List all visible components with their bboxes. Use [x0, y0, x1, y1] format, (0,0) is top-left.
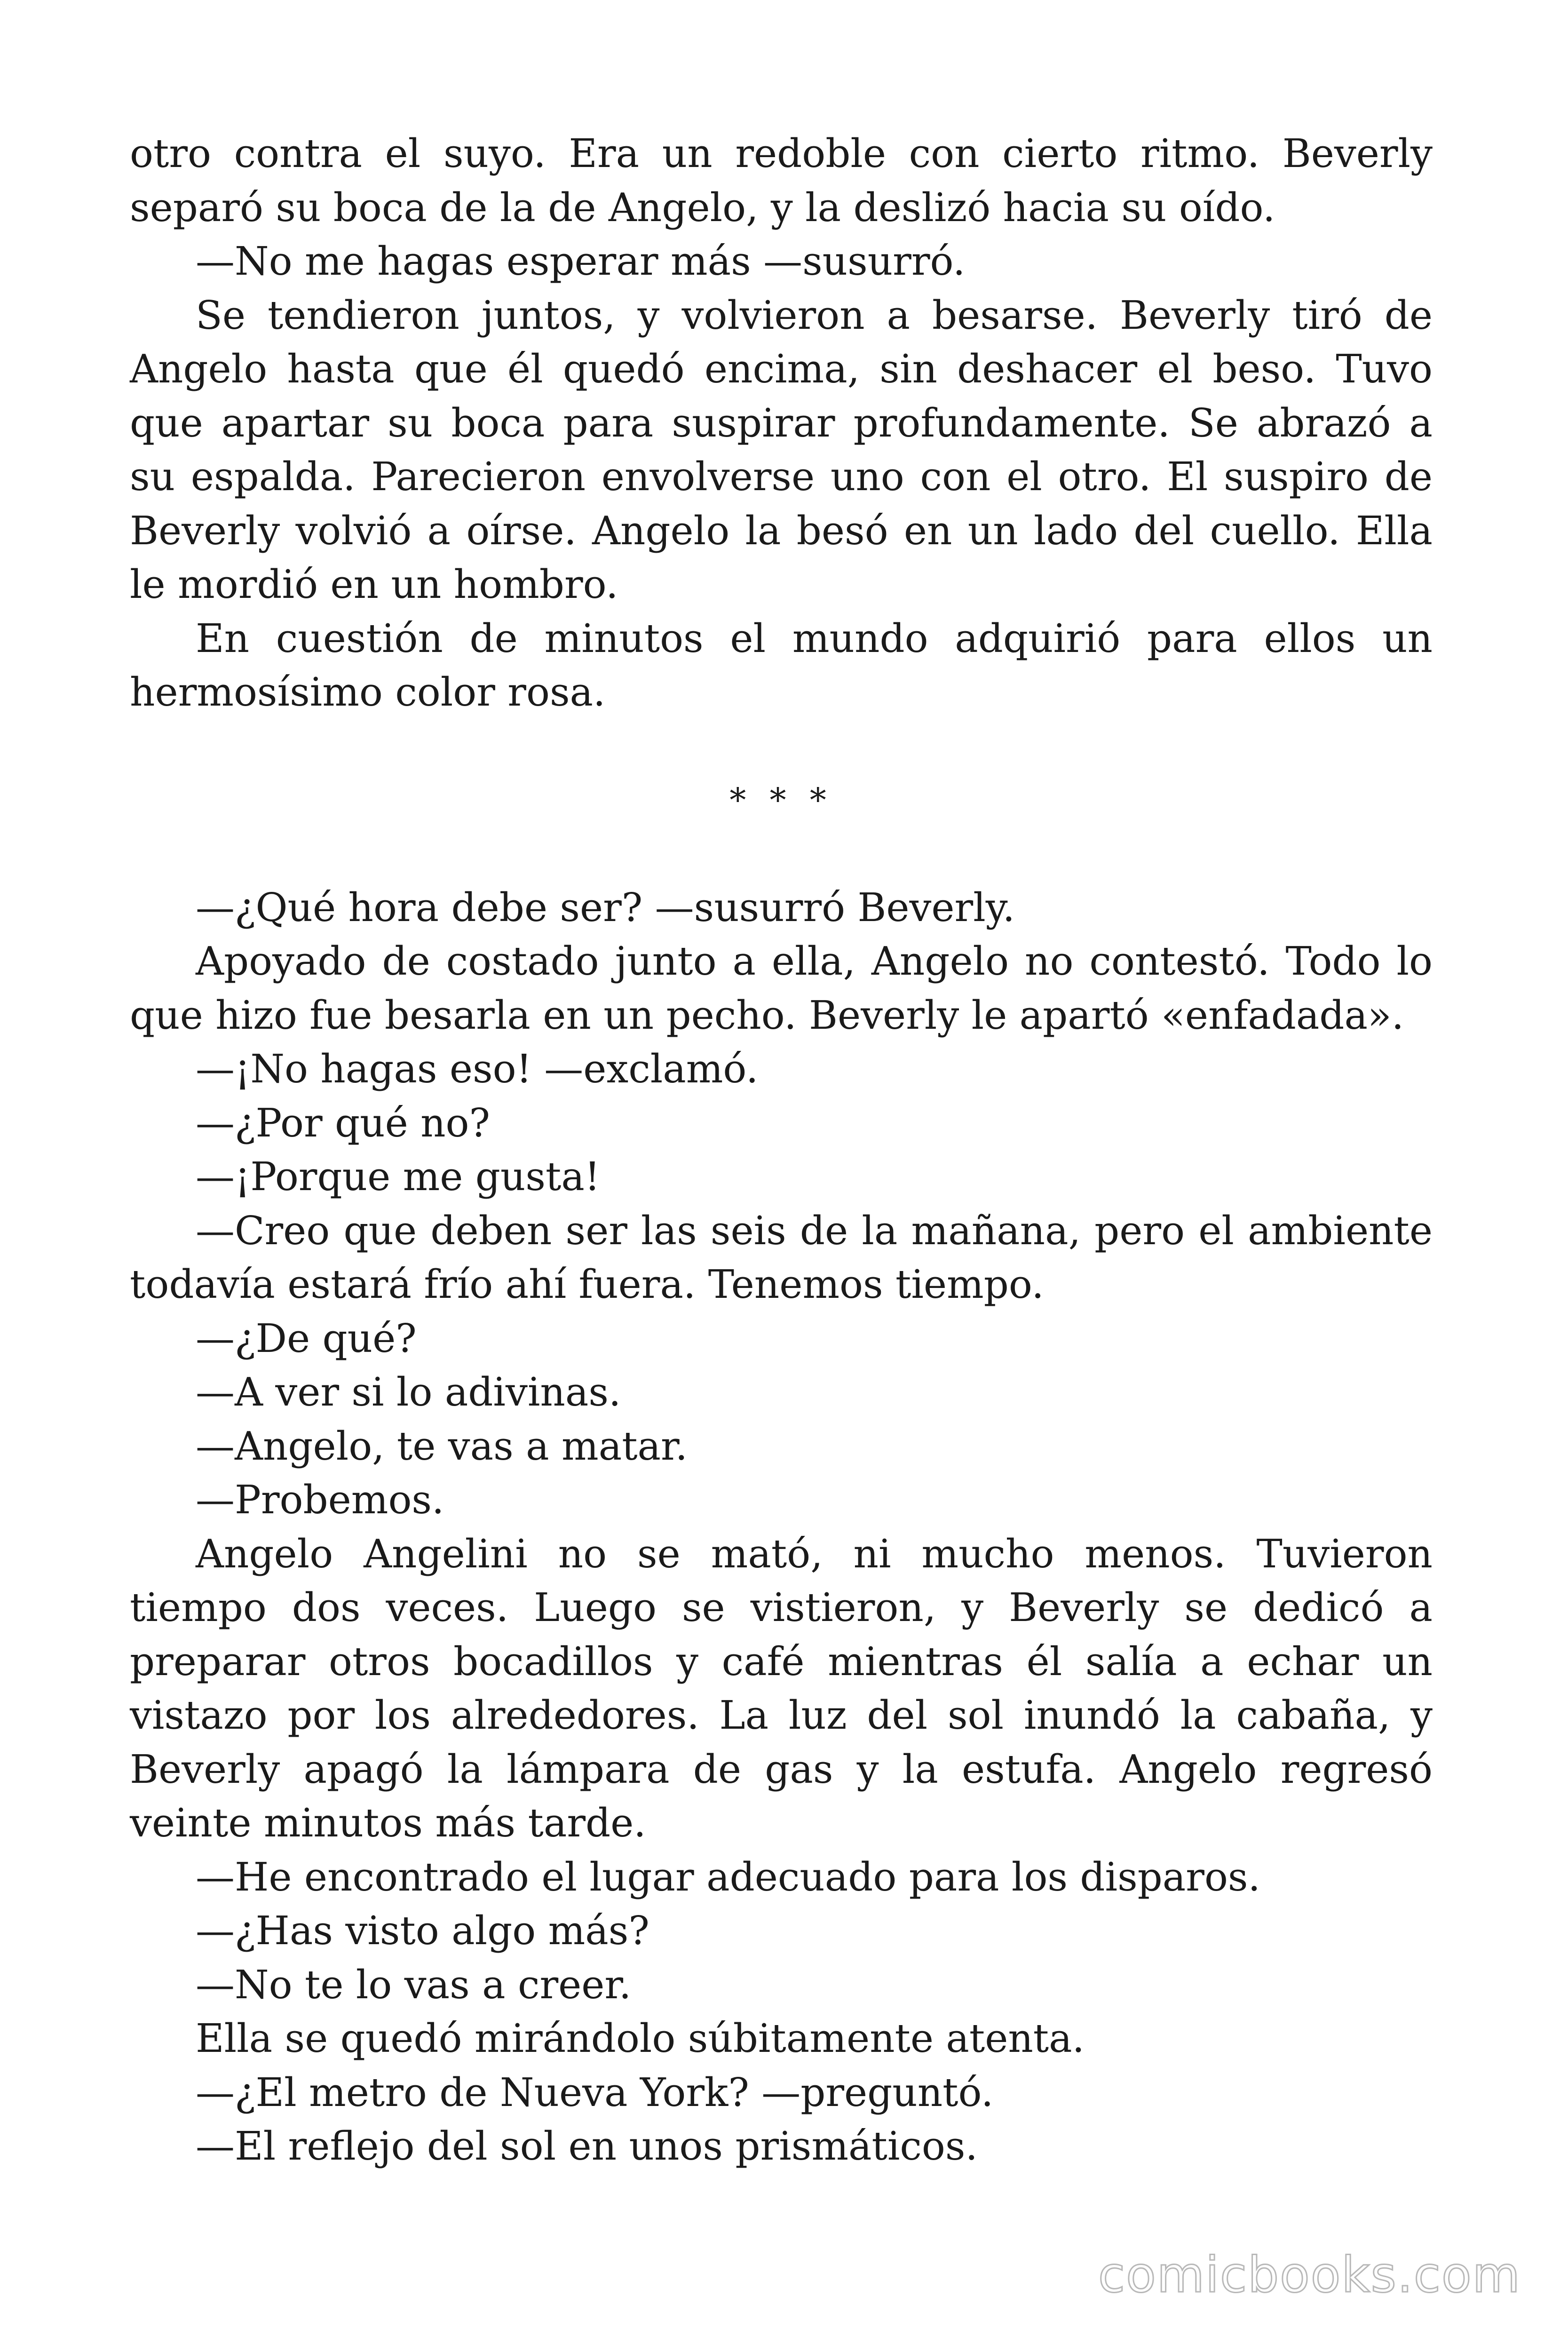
paragraph: —¿Por qué no?: [196, 1100, 491, 1146]
paragraph: Apoyado de costado junto a ella, Angelo no contestó. Todo lo que hizo fue besarla en un pecho. Beverly le apartó «enfadada».: [130, 938, 1433, 1038]
book-page: [130, 127, 1433, 2174]
paragraph: otro contra el suyo. Era un redoble con cierto ritmo. Beverly separó su boca de la de Angelo, y la deslizó hacia su oído.: [130, 131, 1433, 230]
watermark-logo: comicbooks.com: [1098, 2246, 1521, 2304]
paragraph: —Probemos.: [196, 1477, 444, 1523]
paragraph: Angelo Angelini no se mató, ni mucho menos. Tuvieron tiempo dos veces. Luego se vistieron, y Beverly se dedicó a preparar otros bocadillos y café mientras él salía a echar un vistazo por los alrededores. La luz del sol inundó la cabaña, y Beverly apagó la lámpara de gas y la estufa. Angelo regresó veinte minutos más tarde.: [130, 1531, 1433, 1846]
paragraph: —¡No hagas eso! —exclamó.: [196, 1046, 759, 1092]
paragraph: —Angelo, te vas a matar.: [196, 1423, 688, 1469]
section-separator: * * *: [729, 780, 833, 819]
paragraph: —No te lo vas a creer.: [196, 1962, 632, 2008]
paragraph: —¿Has visto algo más?: [196, 1908, 649, 1954]
paragraph: —Creo que deben ser las seis de la mañana, pero el ambiente todavía estará frío ahí fuera. Tenemos tiempo.: [130, 1208, 1433, 1307]
paragraph: En cuestión de minutos el mundo adquirió para ellos un hermosísimo color rosa.: [130, 615, 1433, 715]
paragraph: —El reflejo del sol en unos prismáticos.: [196, 2123, 978, 2169]
paragraph: —¿El metro de Nueva York? —preguntó.: [196, 2069, 994, 2115]
paragraph: —A ver si lo adivinas.: [196, 1369, 621, 1415]
paragraph: —¿De qué?: [196, 1315, 417, 1361]
paragraph: —He encontrado el lugar adecuado para los disparos.: [196, 1854, 1260, 1900]
paragraph: Ella se quedó mirándolo súbitamente atenta.: [196, 2016, 1085, 2061]
paragraph: —¡Porque me gusta!: [196, 1154, 601, 1200]
paragraph: —¿Qué hora debe ser? —susurró Beverly.: [196, 884, 1015, 930]
paragraph: Se tendieron juntos, y volvieron a besarse. Beverly tiró de Angelo hasta que él quedó encima, sin deshacer el beso. Tuvo que apartar su boca para suspirar profundamente. Se abrazó a su espalda. Parecieron envolverse uno con el otro. El suspiro de Beverly volvió a oírse. Angelo la besó en un lado del cuello. Ella le mordió en un hombro.: [130, 292, 1433, 607]
paragraph: —No me hagas esperar más —susurró.: [196, 238, 966, 284]
